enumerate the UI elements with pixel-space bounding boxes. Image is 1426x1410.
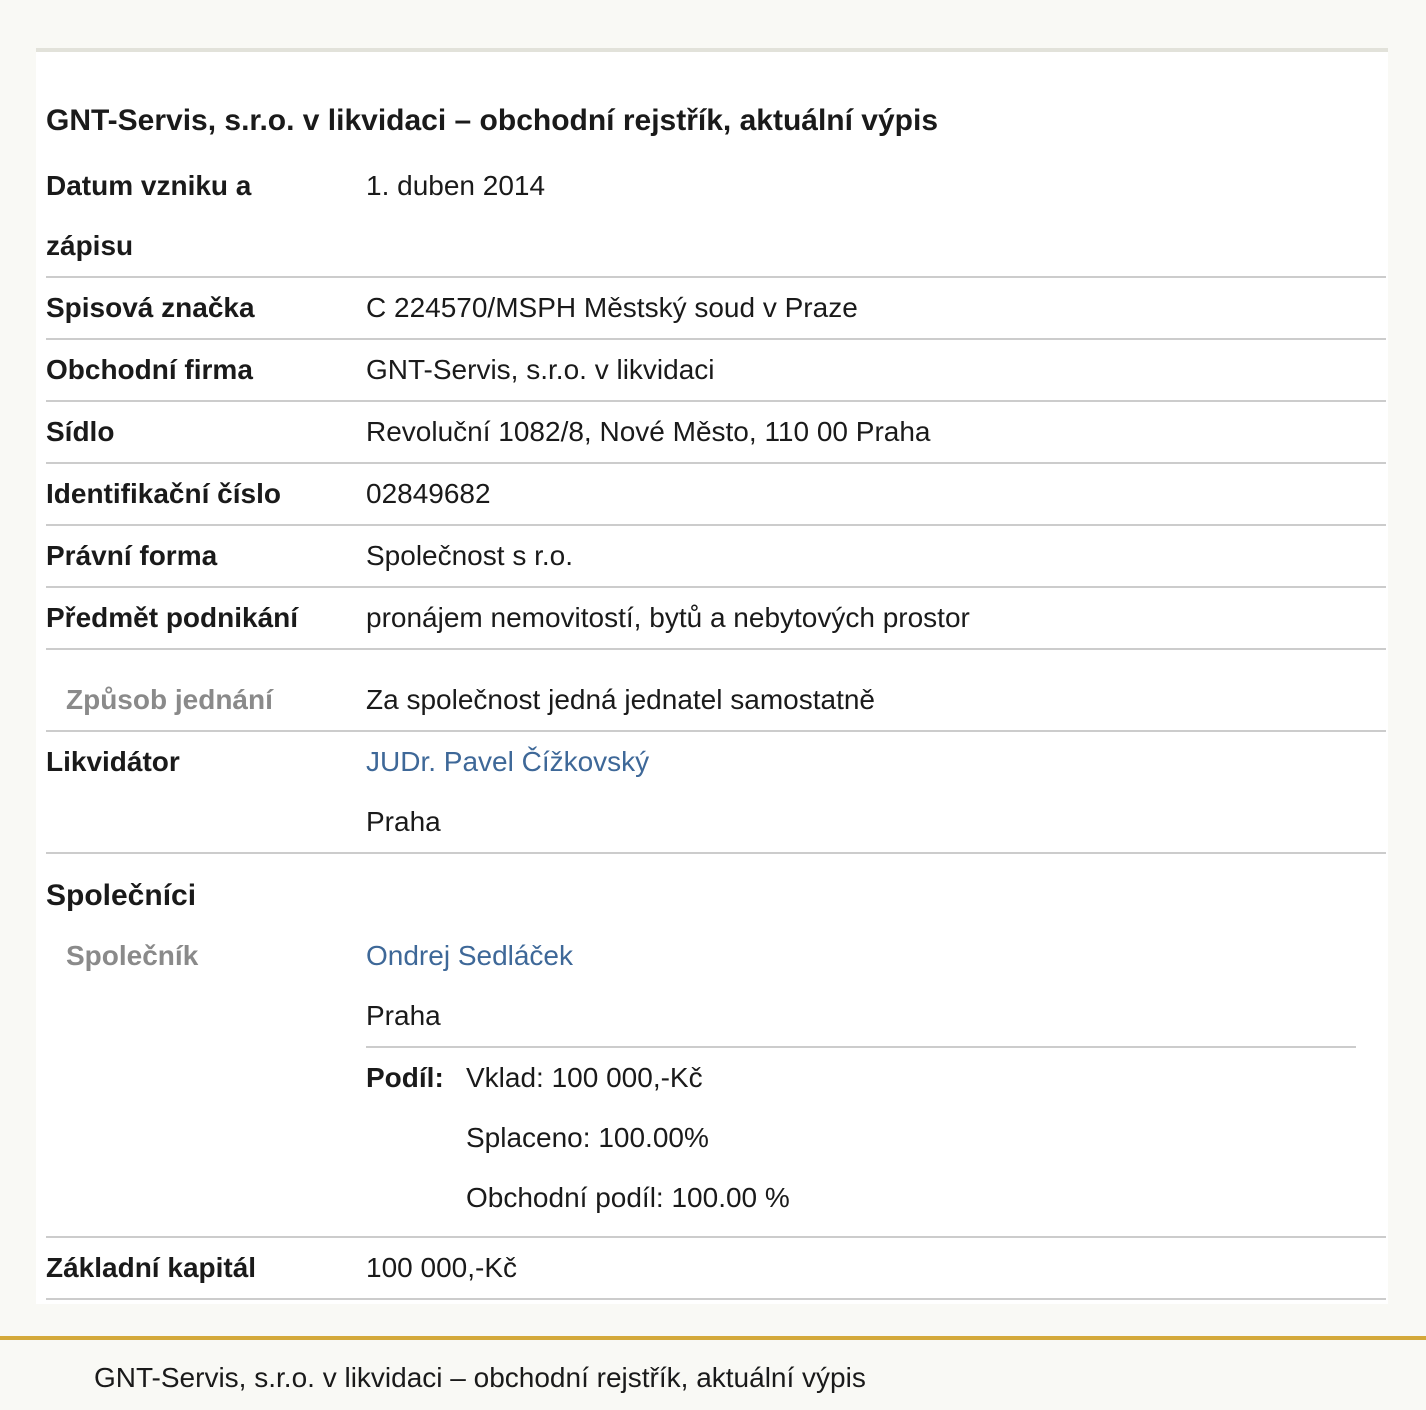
row-value: Za společnost jedná jednatel samostatně (366, 684, 875, 715)
row-label: Společník (66, 940, 199, 971)
row-label-line: zápisu (46, 230, 134, 261)
podil-values (466, 1048, 790, 1228)
podil-label: Podíl: (366, 1062, 444, 1093)
row-label-line: Datum vzniku a (46, 170, 252, 201)
row-value: 1. duben 2014 (366, 170, 546, 201)
row-value (366, 732, 1386, 852)
row-value: 02849682 (366, 478, 491, 509)
row-likvidator (46, 732, 1386, 854)
row-obchodni-firma (46, 340, 1386, 402)
row-label: Základní kapitál (46, 1252, 257, 1283)
row-label (46, 156, 366, 276)
row-label: Sídlo (46, 416, 115, 447)
section-spolecnici-heading: Společníci (46, 879, 197, 912)
row-label: Obchodní firma (46, 354, 253, 385)
podil-obchodni-podil: Obchodní podíl: 100.00 % (466, 1182, 790, 1213)
spolecnik-city: Praha (366, 1000, 441, 1031)
row-value: C 224570/MSPH Městský soud v Praze (366, 292, 858, 323)
row-datum-vzniku (46, 156, 1386, 278)
row-ico (46, 464, 1386, 526)
row-value: 100 000,-Kč (366, 1252, 517, 1283)
footer-text: GNT-Servis, s.r.o. v likvidaci – obchodní rejstřík, aktuální výpis (94, 1362, 866, 1393)
row-sidlo (46, 402, 1386, 464)
likvidator-city: Praha (366, 806, 441, 837)
row-predmet-podnikani (46, 588, 1386, 650)
row-label: Právní forma (46, 540, 218, 571)
row-pravni-forma (46, 526, 1386, 588)
row-value: GNT-Servis, s.r.o. v likvidaci (366, 354, 715, 385)
row-label: Likvidátor (46, 746, 180, 777)
row-value: Společnost s r.o. (366, 540, 574, 571)
row-spolecnik (46, 926, 1386, 1238)
row-label: Způsob jednání (66, 684, 273, 715)
row-value: Revoluční 1082/8, Nové Město, 110 00 Praha (366, 416, 931, 447)
row-label: Předmět podnikání (46, 602, 299, 633)
row-zakladni-kapital (46, 1238, 1386, 1300)
podil-vklad: Vklad: 100 000,-Kč (466, 1062, 703, 1093)
page-footer (0, 1336, 1426, 1410)
podil-block (366, 1046, 1356, 1228)
record-card (36, 48, 1388, 1304)
row-label: Spisová značka (46, 292, 255, 323)
row-spisova-znacka (46, 278, 1386, 340)
record-rows (46, 156, 1386, 1300)
page-title: GNT-Servis, s.r.o. v likvidaci – obchodní rejstřík, aktuální výpis (46, 104, 939, 137)
podil-splaceno: Splaceno: 100.00% (466, 1122, 709, 1153)
row-label: Identifikační číslo (46, 478, 281, 509)
row-value (366, 926, 1386, 1228)
likvidator-name-link[interactable]: JUDr. Pavel Čížkovský (366, 746, 650, 777)
spolecnik-name-link[interactable]: Ondrej Sedláček (366, 940, 574, 971)
row-zpusob-jednani (46, 650, 1386, 732)
row-value: pronájem nemovitostí, bytů a nebytových prostor (366, 602, 970, 633)
